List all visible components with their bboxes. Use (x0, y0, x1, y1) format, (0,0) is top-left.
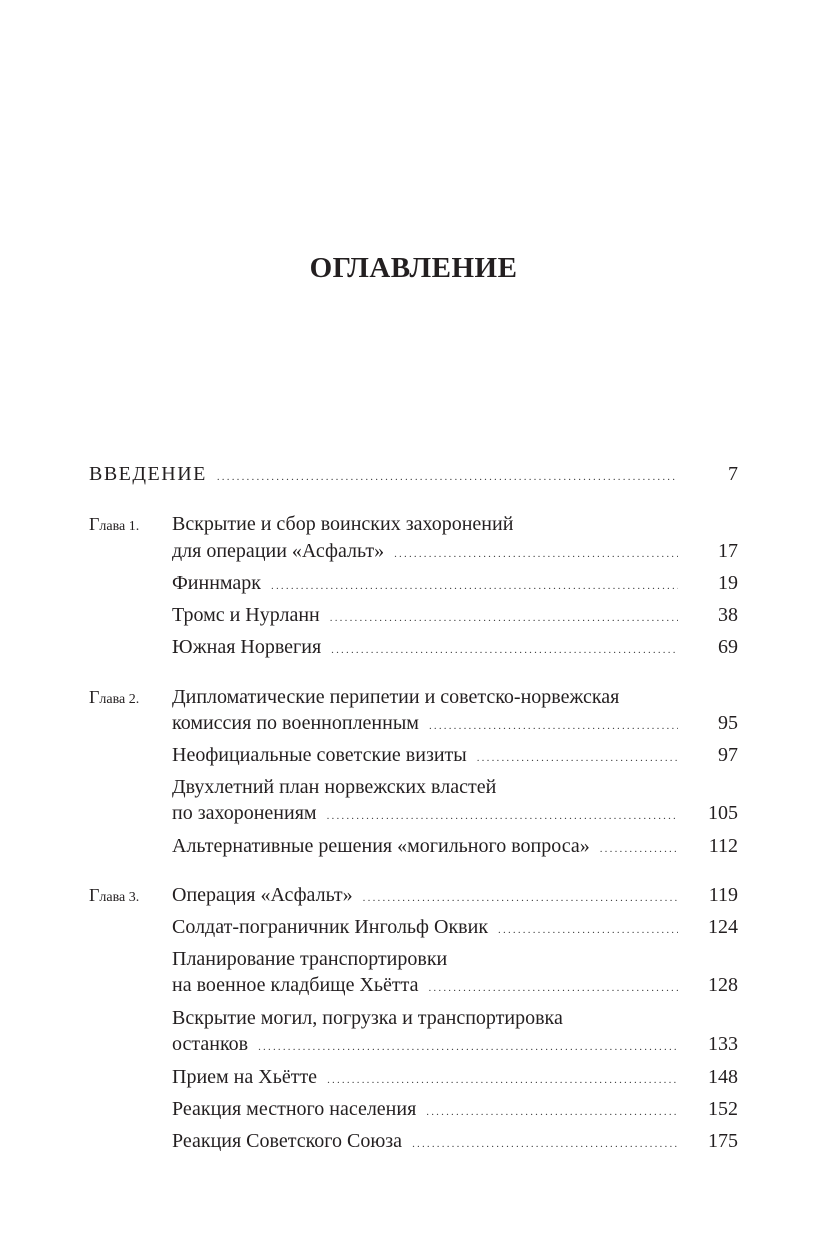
toc-page-number: 19 (718, 572, 738, 594)
toc-entry-title: Прием на Хьётте (172, 1066, 318, 1088)
toc-page-number: 152 (708, 1098, 738, 1120)
toc-page-number: 128 (708, 974, 738, 996)
toc-entry-chapter-1[interactable] (172, 538, 682, 567)
leader-dots (327, 803, 678, 829)
chapter-label: Глава 2. (89, 687, 140, 707)
chapter-title-line: Вскрытие и сбор воинских захоронений (172, 513, 514, 535)
toc-page-number: 17 (718, 540, 738, 562)
toc-entry-section[interactable] (172, 570, 682, 599)
toc-entry-title: Тромс и Нурланн (172, 604, 320, 626)
leader-dots (394, 541, 678, 567)
toc-page-number: 97 (718, 744, 738, 766)
leader-dots (331, 637, 678, 663)
leader-dots (498, 917, 678, 943)
toc-entry-intro[interactable] (89, 461, 682, 490)
page-title: ОГЛАВЛЕНИЕ (309, 252, 518, 284)
toc-page-number: 175 (708, 1130, 738, 1152)
toc-entry-title: на военное кладбище Хьётта (172, 974, 419, 996)
toc-page-number: 69 (718, 636, 738, 658)
toc-entry-section[interactable] (172, 800, 682, 829)
chapter-title-line: Дипломатические перипетии и советско-норвежская (172, 686, 620, 708)
toc-entry-chapter-3[interactable] (172, 882, 682, 911)
toc-entry-section[interactable] (172, 1096, 682, 1125)
leader-dots (217, 464, 678, 490)
leader-dots (327, 1067, 678, 1093)
toc-page-number: 148 (708, 1066, 738, 1088)
toc-entry-section[interactable] (172, 1064, 682, 1093)
toc-entry-section[interactable] (172, 1031, 682, 1060)
toc-page-number: 105 (708, 802, 738, 824)
toc-page-number: 38 (718, 604, 738, 626)
toc-entry-title: Реакция Советского Союза (172, 1130, 403, 1152)
toc-entry-section[interactable] (172, 972, 682, 1001)
toc-page-number: 133 (708, 1033, 738, 1055)
section-title-line: Планирование транспортировки (172, 948, 448, 970)
toc-page-number: 7 (728, 463, 738, 485)
toc-entry-title: Реакция местного населения (172, 1098, 417, 1120)
toc-page-number: 95 (718, 712, 738, 734)
leader-dots (330, 605, 678, 631)
toc-entry-title: Финнмарк (172, 572, 262, 594)
chapter-label: Глава 1. (89, 514, 140, 534)
leader-dots (477, 745, 678, 771)
toc-entry-title: Солдат-пограничник Ингольф Оквик (172, 916, 489, 938)
leader-dots (412, 1131, 678, 1157)
section-title-line: Вскрытие могил, погрузка и транспортировка (172, 1007, 563, 1029)
toc-entry-title: комиссия по военнопленным (172, 712, 419, 734)
toc-entry-chapter-2[interactable] (172, 710, 682, 739)
toc-entry-section[interactable] (172, 914, 682, 943)
toc-entry-title: для операции «Асфальт» (172, 540, 385, 562)
leader-dots (428, 975, 678, 1001)
toc-entry-section[interactable] (172, 742, 682, 771)
leader-dots (271, 573, 678, 599)
leader-dots (363, 885, 678, 911)
toc-entry-section[interactable] (172, 634, 682, 663)
toc-entry-section[interactable] (172, 1128, 682, 1157)
toc-page-number: 124 (708, 916, 738, 938)
toc-entry-title: Альтернативные решения «могильного вопроса» (172, 835, 590, 857)
toc-entry-title: Неофициальные советские визиты (172, 744, 467, 766)
toc-entry-title: по захоронениям (172, 802, 317, 824)
toc-entry-section[interactable] (172, 833, 682, 862)
toc-page-number: 119 (708, 884, 738, 906)
section-title-line: Двухлетний план норвежских властей (172, 776, 497, 798)
chapter-label: Глава 3. (89, 885, 140, 905)
toc-entry-title: останков (172, 1033, 249, 1055)
leader-dots (426, 1099, 678, 1125)
leader-dots (429, 713, 678, 739)
toc-page-number: 112 (708, 835, 738, 857)
toc-entry-section[interactable] (172, 602, 682, 631)
toc-entry-title: ВВЕДЕНИЕ (89, 463, 207, 485)
toc-entry-title: Операция «Асфальт» (172, 884, 353, 906)
leader-dots (258, 1034, 678, 1060)
toc-entry-title: Южная Норвегия (172, 636, 322, 658)
